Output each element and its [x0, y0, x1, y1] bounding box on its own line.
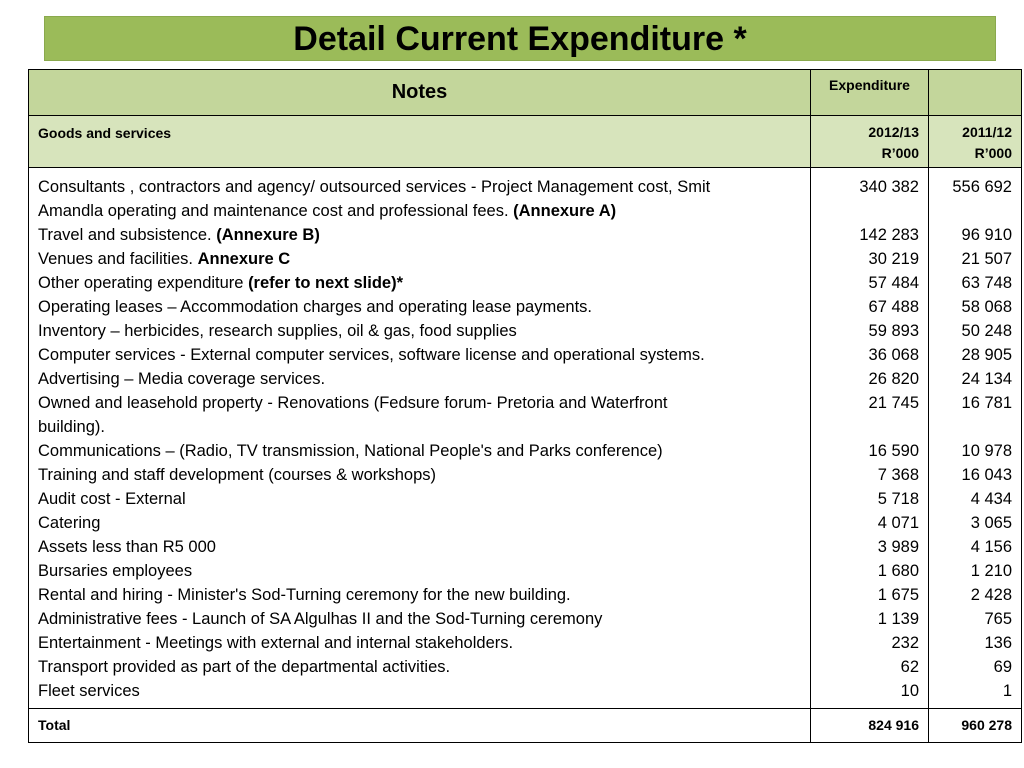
- line-item-text: Travel and subsistence.: [38, 226, 217, 244]
- line-item-text: Computer services - External computer services, software license and operational systems.: [38, 346, 705, 364]
- value-2011: 136: [984, 634, 1012, 652]
- value-2012: 4 071: [877, 514, 919, 532]
- value-2012: 1 675: [877, 586, 919, 604]
- value-2012: 10: [900, 682, 919, 700]
- header-row: [29, 70, 1022, 116]
- line-item-description: [38, 559, 809, 583]
- line-item-description: [38, 535, 809, 559]
- line-item-description: [38, 583, 809, 607]
- value-2011: 69: [993, 658, 1012, 676]
- value-2011: 1: [1002, 682, 1012, 700]
- notes-header: Notes: [29, 70, 811, 116]
- value-2011: 556 692: [952, 178, 1012, 196]
- expenditure-header: Expenditure: [811, 70, 929, 116]
- line-item-text: Administrative fees - Launch of SA Algulhas II and the Sod-Turning ceremony: [38, 610, 603, 628]
- line-item-text: Fleet services: [38, 682, 140, 700]
- line-item-description: [38, 679, 809, 703]
- line-item-description: [38, 463, 809, 487]
- page-title: Detail Current Expenditure *: [293, 20, 747, 58]
- blank-header-cell: [929, 70, 1022, 116]
- value-2012: 142 283: [859, 226, 919, 244]
- value-2011: 2 428: [970, 586, 1012, 604]
- value-2011: 4 434: [970, 490, 1012, 508]
- line-item-annotation: (refer to next slide)*: [248, 274, 404, 292]
- year-2012-header: [811, 116, 929, 168]
- line-item-text: Amandla operating and maintenance cost and professional fees.: [38, 202, 514, 220]
- line-item-text: Catering: [38, 514, 101, 532]
- value-2011: 10 978: [961, 442, 1012, 460]
- line-item-description: [38, 175, 809, 199]
- line-item-description: [38, 487, 809, 511]
- value-2012: 16 590: [868, 442, 919, 460]
- line-item-description: [38, 343, 809, 367]
- line-item-text: Operating leases – Accommodation charges and operating lease payments.: [38, 298, 592, 316]
- total-2012: 824 916: [811, 709, 929, 743]
- line-item-description: [38, 607, 809, 631]
- value-2011: 24 134: [961, 370, 1012, 388]
- year-2011-label: 2011/12: [962, 124, 1012, 140]
- line-item-text: Consultants , contractors and agency/ outsourced services - Project Management cost, Smit: [38, 178, 711, 196]
- value-2012: 5 718: [877, 490, 919, 508]
- line-item-annotation: Annexure C: [197, 250, 291, 268]
- line-item-description: [38, 415, 809, 439]
- line-item-description: [38, 223, 809, 247]
- year-2011-unit: R’000: [974, 145, 1012, 161]
- value-2011: [930, 199, 1012, 223]
- line-item-description: [38, 655, 809, 679]
- value-2012: 62: [900, 658, 919, 676]
- year-2012-unit: R’000: [881, 145, 919, 161]
- line-item-annotation: (Annexure A): [513, 202, 617, 220]
- total-label: Total: [29, 709, 811, 743]
- line-item-description: [38, 391, 809, 415]
- value-2011: [930, 415, 1012, 439]
- value-2012: 7 368: [877, 466, 919, 484]
- value-2012: 67 488: [868, 298, 919, 316]
- line-item-descriptions: [29, 168, 811, 709]
- line-item-text: Other operating expenditure: [38, 274, 249, 292]
- value-2012: 3 989: [877, 538, 919, 556]
- line-item-description: [38, 199, 809, 223]
- value-2011: 21 507: [961, 250, 1012, 268]
- value-2011: 16 781: [961, 394, 1012, 412]
- value-2012: 340 382: [859, 178, 919, 196]
- value-2012: 26 820: [868, 370, 919, 388]
- line-item-text: Training and staff development (courses & workshops): [38, 466, 437, 484]
- value-2011: 58 068: [961, 298, 1012, 316]
- line-item-description: [38, 247, 809, 271]
- line-item-text: Owned and leasehold property - Renovations (Fedsure forum- Pretoria and Waterfront: [38, 394, 668, 412]
- value-2011: 4 156: [970, 538, 1012, 556]
- line-item-description: [38, 295, 809, 319]
- year-2011-header: [929, 116, 1022, 168]
- value-2012: [812, 415, 919, 439]
- value-2012: 59 893: [868, 322, 919, 340]
- value-2011: 50 248: [961, 322, 1012, 340]
- value-2011: 1 210: [970, 562, 1012, 580]
- value-2011: 96 910: [961, 226, 1012, 244]
- line-item-description: [38, 367, 809, 391]
- line-item-description: [38, 271, 809, 295]
- value-2012: 30 219: [868, 250, 919, 268]
- line-item-text: Inventory – herbicides, research supplies, oil & gas, food supplies: [38, 322, 517, 340]
- line-item-text: Bursaries employees: [38, 562, 193, 580]
- line-item-annotation: (Annexure B): [216, 226, 320, 244]
- line-item-text: Venues and facilities.: [38, 250, 198, 268]
- value-2012: [812, 199, 919, 223]
- value-2012: 1 139: [877, 610, 919, 628]
- line-item-description: [38, 631, 809, 655]
- line-item-values-2011: [929, 168, 1022, 709]
- subheader-row: [29, 116, 1022, 168]
- total-2011: 960 278: [929, 709, 1022, 743]
- value-2011: 765: [984, 610, 1012, 628]
- title-banner: [44, 16, 996, 61]
- line-item-text: Advertising – Media coverage services.: [38, 370, 326, 388]
- expenditure-table: [28, 69, 1022, 743]
- value-2011: 63 748: [961, 274, 1012, 292]
- goods-and-services-header: Goods and services: [29, 116, 811, 168]
- line-item-text: Entertainment - Meetings with external and internal stakeholders.: [38, 634, 514, 652]
- value-2011: 28 905: [961, 346, 1012, 364]
- year-2012-label: 2012/13: [868, 124, 919, 140]
- value-2012: 21 745: [868, 394, 919, 412]
- line-item-text: Rental and hiring - Minister's Sod-Turning ceremony for the new building.: [38, 586, 571, 604]
- line-item-text: Transport provided as part of the departmental activities.: [38, 658, 451, 676]
- value-2011: 3 065: [970, 514, 1012, 532]
- value-2012: 232: [891, 634, 919, 652]
- line-item-text: Communications – (Radio, TV transmission, National People's and Parks conference): [38, 442, 663, 460]
- value-2012: 1 680: [877, 562, 919, 580]
- line-item-values-2012: [811, 168, 929, 709]
- line-item-description: [38, 439, 809, 463]
- value-2012: 57 484: [868, 274, 919, 292]
- value-2012: 36 068: [868, 346, 919, 364]
- total-row: [29, 709, 1022, 743]
- line-item-text: building).: [38, 418, 105, 436]
- line-item-description: [38, 319, 809, 343]
- line-item-description: [38, 511, 809, 535]
- line-item-text: Assets less than R5 000: [38, 538, 216, 556]
- line-item-text: Audit cost - External: [38, 490, 186, 508]
- line-items-row: [29, 168, 1022, 709]
- value-2011: 16 043: [961, 466, 1012, 484]
